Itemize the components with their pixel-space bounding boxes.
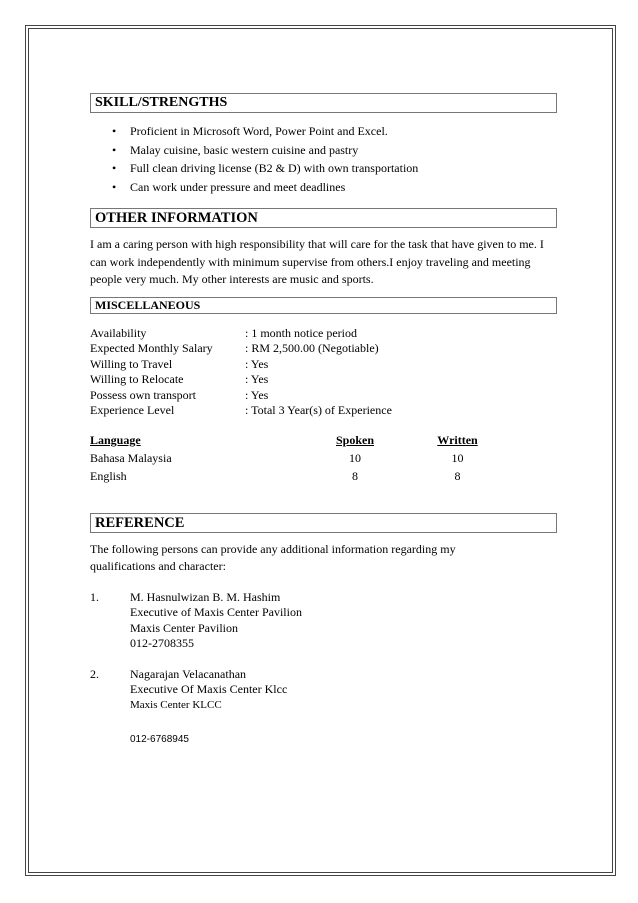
table-row: Bahasa Malaysia 10 10	[90, 450, 464, 465]
section-header-miscellaneous: MISCELLANEOUS	[90, 297, 557, 314]
bullet-icon: •	[112, 161, 117, 175]
language-column-header: Language	[90, 432, 141, 447]
reference-name: M. Hasnulwizan B. M. Hashim	[130, 589, 281, 604]
table-row: Willing to Travel : Yes	[90, 356, 269, 371]
written-column-header: Written	[437, 432, 478, 447]
table-row: English 8 8	[90, 468, 461, 483]
reference-place: Maxis Center Pavilion	[130, 620, 238, 635]
list-item: • Full clean driving license (B2 & D) with own transportation	[90, 159, 557, 178]
reference-list	[90, 590, 557, 748]
section-header-skills: SKILL/STRENGTHS	[90, 93, 557, 113]
bullet-icon: •	[112, 124, 117, 138]
other-information-text: I am a caring person with high responsibility that will care for the task that have given to me. I can work independently with minimum supervise from others.I enjoy traveling and meeting people very much. My other interests are music and sports.	[90, 237, 544, 286]
table-row: Experience Level : Total 3 Year(s) of Experience	[90, 403, 392, 417]
resume-content	[90, 93, 557, 748]
miscellaneous-table	[90, 326, 392, 419]
table-row: Possess own transport : Yes	[90, 387, 269, 402]
reference-place: Maxis Center KLCC	[130, 698, 222, 711]
section-header-other-information: OTHER INFORMATION	[90, 208, 557, 228]
reference-role: Executive Of Maxis Center Klcc	[130, 682, 288, 696]
reference-phone: 012-6768945	[130, 734, 189, 745]
bullet-icon: •	[112, 179, 117, 194]
language-table	[90, 431, 490, 485]
table-row: Expected Monthly Salary : RM 2,500.00 (Negotiable)	[90, 341, 379, 355]
list-item: • Proficient in Microsoft Word, Power Point and Excel.	[90, 122, 557, 141]
language-header-row	[90, 431, 490, 449]
table-row: Availability : 1 month notice period	[90, 325, 357, 340]
list-item: • Malay cuisine, basic western cuisine and pastry	[90, 141, 557, 160]
reference-intro: The following persons can provide any additional information regarding my qualifications and character:	[90, 541, 456, 573]
reference-name: Nagarajan Velacanathan	[130, 666, 247, 681]
skills-list	[90, 122, 557, 196]
list-item: 2. Nagarajan Velacanathan Executive Of Maxis Center Klcc Maxis Center KLCC 012-6768945	[90, 667, 557, 748]
table-row: Willing to Relocate : Yes	[90, 372, 269, 386]
section-header-reference: REFERENCE	[90, 513, 557, 533]
reference-phone: 012-2708355	[130, 636, 194, 650]
spoken-column-header: Spoken	[335, 432, 375, 447]
reference-role: Executive of Maxis Center Pavilion	[130, 605, 302, 619]
bullet-icon: •	[112, 142, 117, 157]
list-item: 1. M. Hasnulwizan B. M. Hashim Executive of Maxis Center Pavilion Maxis Center Pavilion 012-2708355	[90, 590, 557, 652]
list-item: • Can work under pressure and meet deadlines	[90, 178, 557, 197]
